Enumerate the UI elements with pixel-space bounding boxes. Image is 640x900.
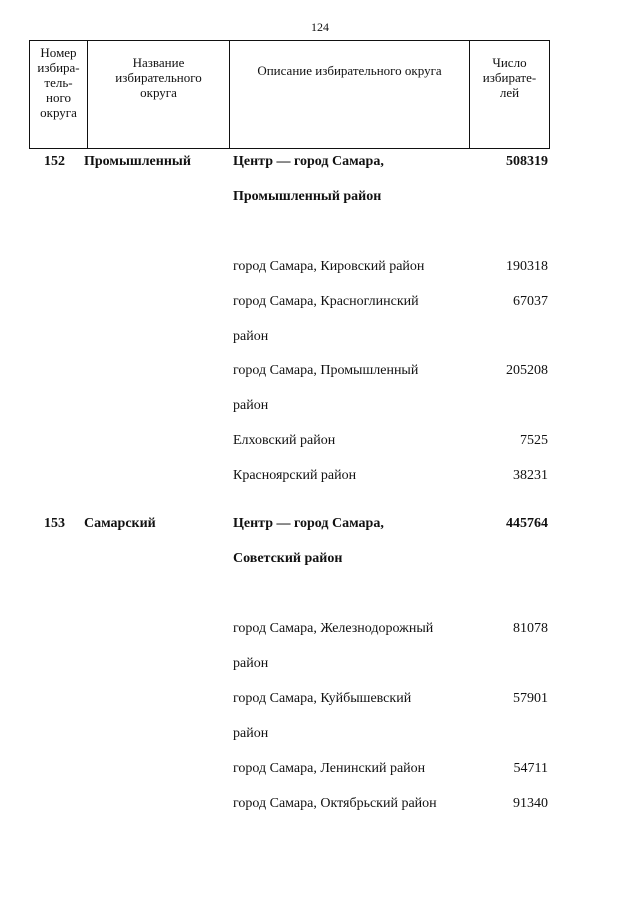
part-description: Елховский район (233, 433, 336, 448)
part-value: 38231 (513, 468, 548, 483)
header-text: Название (132, 55, 185, 70)
table-header (29, 40, 550, 149)
part-description: Красноярский район (233, 468, 357, 483)
header-voters-cell (470, 41, 550, 149)
header-text: избира- (37, 60, 80, 75)
part-value: 57901 (513, 691, 548, 706)
part-description: город Самара, Красноглинский (233, 294, 419, 309)
header-text: Описание избирательного округа (257, 63, 442, 78)
part-value: 205208 (506, 363, 548, 378)
district-center: Центр — город Самара, (233, 154, 384, 169)
header-number-cell (30, 41, 88, 149)
part-value: 91340 (513, 796, 548, 811)
header-text: ного (46, 90, 71, 105)
part-description: район (233, 726, 269, 741)
district-center: Центр — город Самара, (233, 516, 384, 531)
part-value: 81078 (513, 621, 548, 636)
part-description: район (233, 398, 269, 413)
district-name: Промышленный (84, 154, 191, 169)
district-number: 152 (44, 154, 65, 169)
part-description: город Самара, Октябрьский район (233, 796, 437, 811)
district-center: Промышленный район (233, 189, 382, 204)
header-text: тель- (44, 75, 73, 90)
part-value: 190318 (506, 259, 548, 274)
part-value: 7525 (520, 433, 548, 448)
part-description: город Самара, Железнодорожный (233, 621, 434, 636)
part-value: 54711 (513, 761, 548, 776)
page-number: 124 (311, 20, 329, 34)
header-text: округа (40, 105, 77, 120)
part-value: 67037 (513, 294, 548, 309)
header-text: избирательного (115, 70, 202, 85)
district-center: Советский район (233, 551, 343, 566)
district-total: 445764 (506, 516, 548, 531)
part-description: город Самара, Кировский район (233, 259, 425, 274)
header-description-cell (230, 41, 470, 149)
district-number: 153 (44, 516, 65, 531)
part-description: город Самара, Куйбышевский (233, 691, 412, 706)
header-text: избирате- (482, 70, 537, 85)
header-name-cell (88, 41, 230, 149)
part-description: район (233, 656, 269, 671)
header-text: Число (492, 55, 527, 70)
district-name: Самарский (84, 516, 156, 531)
header-text: лей (499, 85, 520, 100)
header-text: округа (140, 85, 177, 100)
part-description: город Самара, Ленинский район (233, 761, 426, 776)
part-description: район (233, 329, 269, 344)
part-description: город Самара, Промышленный (233, 363, 419, 378)
district-total: 508319 (506, 154, 548, 169)
header-text: Номер (40, 45, 77, 60)
